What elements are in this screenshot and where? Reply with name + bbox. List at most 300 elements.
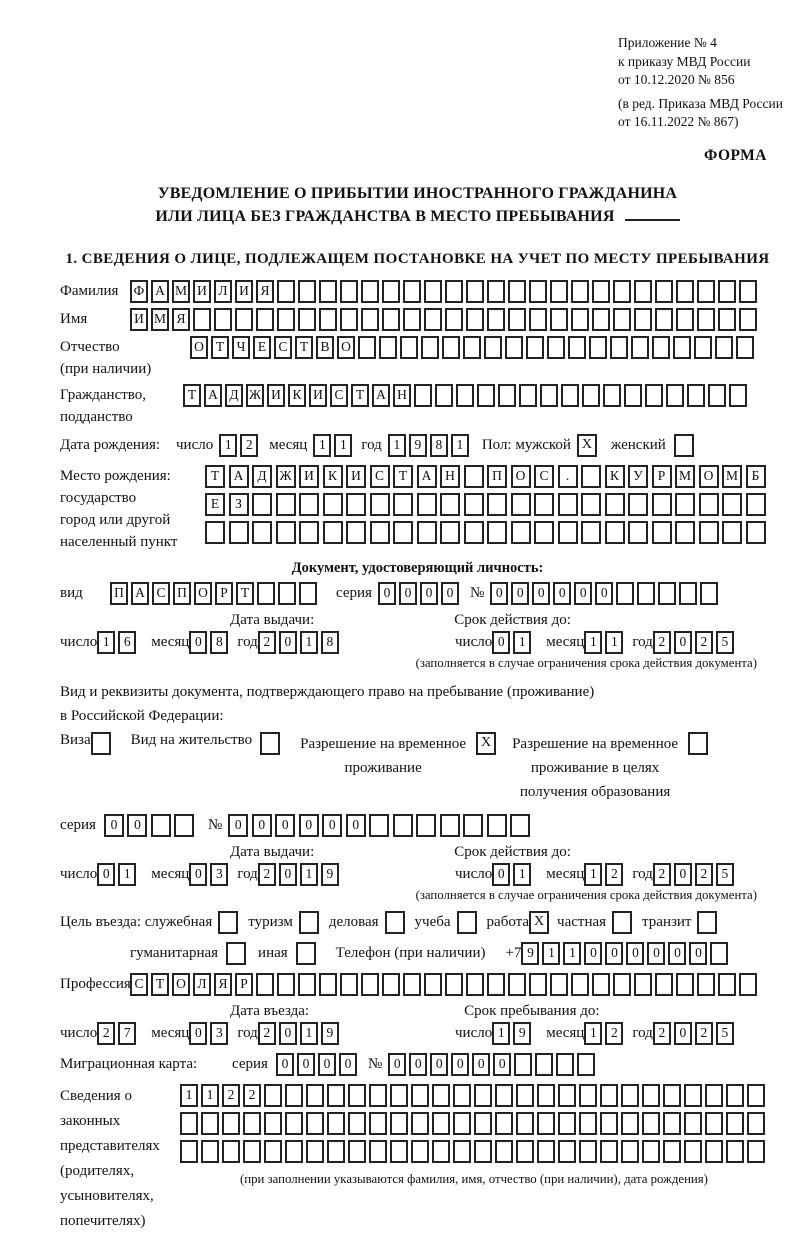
char-cell[interactable]: А [204, 384, 222, 407]
char-cell[interactable]: П [173, 582, 191, 605]
char-cell[interactable] [529, 308, 547, 331]
char-cell[interactable] [514, 1053, 532, 1076]
char-cell[interactable] [346, 521, 366, 544]
char-cell[interactable] [487, 973, 505, 996]
char-cell[interactable] [613, 308, 631, 331]
char-cell[interactable]: 9 [521, 942, 539, 965]
char-cell[interactable]: 1 [584, 1022, 602, 1045]
char-cell[interactable] [205, 521, 225, 544]
char-cell[interactable]: Т [183, 384, 201, 407]
char-cell[interactable] [278, 582, 296, 605]
char-cell[interactable]: С [130, 973, 148, 996]
char-cell[interactable] [613, 973, 631, 996]
char-cell[interactable] [180, 1140, 198, 1163]
char-cell[interactable]: 0 [553, 582, 571, 605]
char-cell[interactable]: 0 [451, 1053, 469, 1076]
char-cell[interactable]: 1 [313, 434, 331, 457]
char-cell[interactable] [508, 973, 526, 996]
char-cell[interactable] [624, 384, 642, 407]
birth-place-grid-2[interactable] [205, 493, 769, 516]
char-cell[interactable] [519, 384, 537, 407]
char-cell[interactable] [747, 1084, 765, 1107]
char-cell[interactable] [319, 280, 337, 303]
char-cell[interactable] [348, 1140, 366, 1163]
char-cell[interactable] [508, 280, 526, 303]
char-cell[interactable] [464, 465, 484, 488]
char-cell[interactable] [700, 582, 718, 605]
char-cell[interactable] [605, 521, 625, 544]
char-cell[interactable] [174, 814, 194, 837]
char-cell[interactable]: 0 [674, 863, 692, 886]
char-cell[interactable]: Я [172, 308, 190, 331]
char-cell[interactable]: О [511, 465, 531, 488]
visa-checkbox[interactable] [91, 732, 111, 755]
char-cell[interactable] [577, 1053, 595, 1076]
sex-female-checkbox[interactable] [674, 434, 694, 457]
char-cell[interactable]: Я [214, 973, 232, 996]
char-cell[interactable] [495, 1084, 513, 1107]
char-cell[interactable]: 0 [279, 631, 297, 654]
char-cell[interactable] [348, 1084, 366, 1107]
char-cell[interactable] [655, 280, 673, 303]
char-cell[interactable] [715, 336, 733, 359]
char-cell[interactable]: В [316, 336, 334, 359]
char-cell[interactable]: 6 [118, 631, 136, 654]
char-cell[interactable]: 5 [716, 1022, 734, 1045]
char-cell[interactable]: 0 [605, 942, 623, 965]
char-cell[interactable] [511, 493, 531, 516]
char-cell[interactable]: Л [214, 280, 232, 303]
char-cell[interactable] [579, 1084, 597, 1107]
char-cell[interactable]: 2 [258, 863, 276, 886]
representatives-grid-3[interactable] [180, 1140, 768, 1163]
char-cell[interactable] [534, 521, 554, 544]
char-cell[interactable] [222, 1112, 240, 1135]
purpose-study-checkbox[interactable] [457, 911, 477, 934]
char-cell[interactable] [663, 1084, 681, 1107]
char-cell[interactable] [699, 493, 719, 516]
char-cell[interactable] [424, 280, 442, 303]
char-cell[interactable] [252, 521, 272, 544]
doc-issue-month[interactable] [189, 631, 231, 654]
char-cell[interactable] [382, 308, 400, 331]
char-cell[interactable]: Р [215, 582, 233, 605]
char-cell[interactable] [582, 384, 600, 407]
char-cell[interactable] [510, 814, 530, 837]
char-cell[interactable] [327, 1112, 345, 1135]
char-cell[interactable] [445, 308, 463, 331]
char-cell[interactable] [739, 308, 757, 331]
char-cell[interactable] [361, 280, 379, 303]
char-cell[interactable] [463, 814, 483, 837]
char-cell[interactable] [540, 384, 558, 407]
char-cell[interactable]: Р [652, 465, 672, 488]
birth-year-grid[interactable] [388, 434, 472, 457]
char-cell[interactable]: 1 [492, 1022, 510, 1045]
char-cell[interactable] [393, 814, 413, 837]
char-cell[interactable] [299, 521, 319, 544]
char-cell[interactable]: З [229, 493, 249, 516]
char-cell[interactable] [663, 1112, 681, 1135]
char-cell[interactable] [550, 280, 568, 303]
char-cell[interactable] [516, 1112, 534, 1135]
char-cell[interactable] [214, 308, 232, 331]
char-cell[interactable] [684, 1084, 702, 1107]
char-cell[interactable] [652, 336, 670, 359]
char-cell[interactable] [276, 493, 296, 516]
until-day[interactable] [492, 1022, 534, 1045]
char-cell[interactable] [621, 1084, 639, 1107]
char-cell[interactable] [637, 582, 655, 605]
char-cell[interactable] [675, 521, 695, 544]
char-cell[interactable] [264, 1084, 282, 1107]
char-cell[interactable] [592, 308, 610, 331]
doc-kind-grid[interactable] [110, 582, 320, 605]
char-cell[interactable] [747, 1112, 765, 1135]
char-cell[interactable] [495, 1140, 513, 1163]
char-cell[interactable]: 9 [321, 1022, 339, 1045]
char-cell[interactable] [379, 336, 397, 359]
char-cell[interactable] [361, 973, 379, 996]
char-cell[interactable]: 0 [689, 942, 707, 965]
char-cell[interactable] [440, 493, 460, 516]
char-cell[interactable]: П [487, 465, 507, 488]
char-cell[interactable]: Т [295, 336, 313, 359]
temp-permit-checkbox[interactable]: X [476, 732, 496, 755]
char-cell[interactable]: 0 [346, 814, 366, 837]
char-cell[interactable]: 1 [97, 631, 115, 654]
char-cell[interactable]: 2 [222, 1084, 240, 1107]
char-cell[interactable] [464, 493, 484, 516]
char-cell[interactable]: 0 [595, 582, 613, 605]
char-cell[interactable]: 1 [542, 942, 560, 965]
char-cell[interactable] [710, 942, 728, 965]
char-cell[interactable] [621, 1112, 639, 1135]
birth-month-grid[interactable] [313, 434, 355, 457]
char-cell[interactable]: 2 [653, 631, 671, 654]
char-cell[interactable]: 0 [378, 582, 396, 605]
char-cell[interactable]: 1 [451, 434, 469, 457]
char-cell[interactable] [697, 308, 715, 331]
char-cell[interactable] [487, 308, 505, 331]
char-cell[interactable] [537, 1112, 555, 1135]
char-cell[interactable]: О [337, 336, 355, 359]
purpose-official-checkbox[interactable] [218, 911, 238, 934]
char-cell[interactable] [256, 308, 274, 331]
char-cell[interactable] [581, 465, 601, 488]
char-cell[interactable]: И [299, 465, 319, 488]
char-cell[interactable] [505, 336, 523, 359]
char-cell[interactable]: 0 [299, 814, 319, 837]
char-cell[interactable] [299, 582, 317, 605]
char-cell[interactable]: С [274, 336, 292, 359]
char-cell[interactable] [537, 1140, 555, 1163]
char-cell[interactable] [298, 973, 316, 996]
char-cell[interactable] [306, 1112, 324, 1135]
char-cell[interactable]: 3 [210, 863, 228, 886]
char-cell[interactable] [498, 384, 516, 407]
char-cell[interactable] [411, 1112, 429, 1135]
migration-series-grid[interactable] [276, 1053, 360, 1076]
stay-expiry-year[interactable] [653, 863, 737, 886]
stay-number-grid[interactable] [228, 814, 534, 837]
char-cell[interactable]: 1 [388, 434, 406, 457]
char-cell[interactable]: А [417, 465, 437, 488]
char-cell[interactable] [495, 1112, 513, 1135]
char-cell[interactable] [592, 973, 610, 996]
char-cell[interactable]: Н [393, 384, 411, 407]
surname-grid[interactable] [130, 280, 760, 303]
char-cell[interactable]: 0 [322, 814, 342, 837]
char-cell[interactable] [558, 1140, 576, 1163]
char-cell[interactable]: 2 [240, 434, 258, 457]
char-cell[interactable] [390, 1140, 408, 1163]
char-cell[interactable]: 0 [490, 582, 508, 605]
char-cell[interactable] [621, 1140, 639, 1163]
char-cell[interactable] [382, 280, 400, 303]
char-cell[interactable] [319, 973, 337, 996]
char-cell[interactable]: 0 [626, 942, 644, 965]
char-cell[interactable] [547, 336, 565, 359]
char-cell[interactable] [298, 308, 316, 331]
char-cell[interactable] [722, 521, 742, 544]
char-cell[interactable] [464, 521, 484, 544]
char-cell[interactable] [679, 582, 697, 605]
char-cell[interactable]: Ч [232, 336, 250, 359]
char-cell[interactable]: С [152, 582, 170, 605]
phone-grid[interactable] [521, 942, 731, 965]
char-cell[interactable]: 2 [97, 1022, 115, 1045]
char-cell[interactable] [453, 1112, 471, 1135]
char-cell[interactable] [511, 521, 531, 544]
entry-year[interactable] [258, 1022, 342, 1045]
char-cell[interactable]: М [172, 280, 190, 303]
char-cell[interactable] [243, 1112, 261, 1135]
char-cell[interactable] [726, 1112, 744, 1135]
char-cell[interactable] [628, 493, 648, 516]
char-cell[interactable] [256, 973, 274, 996]
char-cell[interactable]: 2 [695, 863, 713, 886]
char-cell[interactable]: 2 [653, 1022, 671, 1045]
char-cell[interactable] [526, 336, 544, 359]
stay-issue-month[interactable] [189, 863, 231, 886]
char-cell[interactable] [722, 493, 742, 516]
char-cell[interactable] [652, 493, 672, 516]
char-cell[interactable] [616, 582, 634, 605]
char-cell[interactable] [645, 384, 663, 407]
char-cell[interactable] [642, 1084, 660, 1107]
char-cell[interactable] [558, 1084, 576, 1107]
char-cell[interactable] [746, 493, 766, 516]
char-cell[interactable]: 9 [513, 1022, 531, 1045]
char-cell[interactable] [390, 1112, 408, 1135]
char-cell[interactable]: 8 [430, 434, 448, 457]
char-cell[interactable] [370, 521, 390, 544]
char-cell[interactable] [581, 493, 601, 516]
char-cell[interactable]: 0 [279, 1022, 297, 1045]
char-cell[interactable]: И [130, 308, 148, 331]
char-cell[interactable]: 1 [219, 434, 237, 457]
char-cell[interactable] [340, 280, 358, 303]
char-cell[interactable]: 1 [513, 631, 531, 654]
char-cell[interactable]: 2 [695, 1022, 713, 1045]
char-cell[interactable] [370, 493, 390, 516]
char-cell[interactable] [277, 308, 295, 331]
char-cell[interactable]: 0 [318, 1053, 336, 1076]
char-cell[interactable]: 0 [647, 942, 665, 965]
char-cell[interactable] [634, 280, 652, 303]
char-cell[interactable]: Д [252, 465, 272, 488]
char-cell[interactable]: А [151, 280, 169, 303]
char-cell[interactable] [442, 336, 460, 359]
char-cell[interactable]: 1 [584, 631, 602, 654]
stay-series-grid[interactable] [104, 814, 198, 837]
char-cell[interactable]: 0 [668, 942, 686, 965]
char-cell[interactable] [718, 280, 736, 303]
char-cell[interactable]: С [370, 465, 390, 488]
char-cell[interactable] [705, 1140, 723, 1163]
purpose-private-checkbox[interactable] [612, 911, 632, 934]
char-cell[interactable] [466, 973, 484, 996]
stay-expiry-day[interactable] [492, 863, 534, 886]
char-cell[interactable] [634, 308, 652, 331]
purpose-transit-checkbox[interactable] [697, 911, 717, 934]
char-cell[interactable]: И [309, 384, 327, 407]
char-cell[interactable] [747, 1140, 765, 1163]
char-cell[interactable]: 2 [605, 1022, 623, 1045]
birth-place-grid-1[interactable] [205, 465, 769, 488]
char-cell[interactable]: О [699, 465, 719, 488]
char-cell[interactable] [277, 973, 295, 996]
char-cell[interactable]: 1 [201, 1084, 219, 1107]
char-cell[interactable]: 1 [513, 863, 531, 886]
char-cell[interactable]: И [346, 465, 366, 488]
char-cell[interactable]: Н [440, 465, 460, 488]
char-cell[interactable] [736, 336, 754, 359]
char-cell[interactable]: 0 [472, 1053, 490, 1076]
char-cell[interactable]: 0 [584, 942, 602, 965]
char-cell[interactable] [655, 973, 673, 996]
char-cell[interactable]: О [190, 336, 208, 359]
doc-expiry-month[interactable] [584, 631, 626, 654]
char-cell[interactable] [663, 1140, 681, 1163]
firstname-grid[interactable] [130, 308, 760, 331]
char-cell[interactable] [382, 973, 400, 996]
char-cell[interactable]: 1 [300, 1022, 318, 1045]
char-cell[interactable]: А [131, 582, 149, 605]
char-cell[interactable] [676, 973, 694, 996]
char-cell[interactable] [299, 493, 319, 516]
char-cell[interactable]: 0 [492, 631, 510, 654]
migration-number-grid[interactable] [388, 1053, 598, 1076]
char-cell[interactable] [676, 280, 694, 303]
char-cell[interactable] [348, 1112, 366, 1135]
char-cell[interactable] [687, 384, 705, 407]
char-cell[interactable] [487, 493, 507, 516]
char-cell[interactable] [285, 1140, 303, 1163]
char-cell[interactable]: П [110, 582, 128, 605]
char-cell[interactable] [529, 280, 547, 303]
char-cell[interactable]: М [151, 308, 169, 331]
char-cell[interactable] [697, 280, 715, 303]
char-cell[interactable]: К [605, 465, 625, 488]
char-cell[interactable] [432, 1140, 450, 1163]
char-cell[interactable]: 1 [300, 631, 318, 654]
char-cell[interactable] [697, 973, 715, 996]
char-cell[interactable] [718, 973, 736, 996]
char-cell[interactable] [726, 1140, 744, 1163]
citizenship-grid[interactable] [183, 384, 750, 407]
char-cell[interactable] [673, 336, 691, 359]
char-cell[interactable] [393, 521, 413, 544]
doc-expiry-year[interactable] [653, 631, 737, 654]
char-cell[interactable]: А [229, 465, 249, 488]
char-cell[interactable] [201, 1140, 219, 1163]
char-cell[interactable]: К [288, 384, 306, 407]
char-cell[interactable]: 1 [180, 1084, 198, 1107]
char-cell[interactable]: 2 [695, 631, 713, 654]
stay-issue-year[interactable] [258, 863, 342, 886]
char-cell[interactable]: 1 [584, 863, 602, 886]
char-cell[interactable] [361, 308, 379, 331]
doc-issue-day[interactable] [97, 631, 139, 654]
char-cell[interactable]: Т [211, 336, 229, 359]
char-cell[interactable]: Б [746, 465, 766, 488]
char-cell[interactable]: 0 [409, 1053, 427, 1076]
char-cell[interactable] [642, 1112, 660, 1135]
char-cell[interactable] [306, 1140, 324, 1163]
char-cell[interactable]: 0 [388, 1053, 406, 1076]
char-cell[interactable] [739, 973, 757, 996]
char-cell[interactable]: Д [225, 384, 243, 407]
char-cell[interactable] [435, 384, 453, 407]
char-cell[interactable]: 2 [258, 631, 276, 654]
char-cell[interactable] [390, 1084, 408, 1107]
char-cell[interactable] [516, 1084, 534, 1107]
char-cell[interactable]: 0 [189, 631, 207, 654]
char-cell[interactable] [600, 1140, 618, 1163]
char-cell[interactable] [675, 493, 695, 516]
char-cell[interactable] [592, 280, 610, 303]
char-cell[interactable] [432, 1084, 450, 1107]
char-cell[interactable]: Т [351, 384, 369, 407]
char-cell[interactable] [416, 814, 436, 837]
char-cell[interactable] [605, 493, 625, 516]
entry-day[interactable] [97, 1022, 139, 1045]
char-cell[interactable] [705, 1112, 723, 1135]
char-cell[interactable] [581, 521, 601, 544]
char-cell[interactable] [579, 1112, 597, 1135]
char-cell[interactable] [285, 1112, 303, 1135]
char-cell[interactable]: С [534, 465, 554, 488]
char-cell[interactable] [229, 521, 249, 544]
char-cell[interactable] [516, 1140, 534, 1163]
char-cell[interactable] [726, 1084, 744, 1107]
char-cell[interactable] [561, 384, 579, 407]
char-cell[interactable]: 1 [563, 942, 581, 965]
char-cell[interactable]: 0 [97, 863, 115, 886]
char-cell[interactable]: 2 [258, 1022, 276, 1045]
char-cell[interactable] [327, 1084, 345, 1107]
char-cell[interactable] [411, 1084, 429, 1107]
char-cell[interactable] [358, 336, 376, 359]
char-cell[interactable] [600, 1112, 618, 1135]
char-cell[interactable]: 0 [276, 1053, 294, 1076]
char-cell[interactable]: 8 [321, 631, 339, 654]
char-cell[interactable] [487, 814, 507, 837]
char-cell[interactable] [346, 493, 366, 516]
char-cell[interactable] [243, 1140, 261, 1163]
